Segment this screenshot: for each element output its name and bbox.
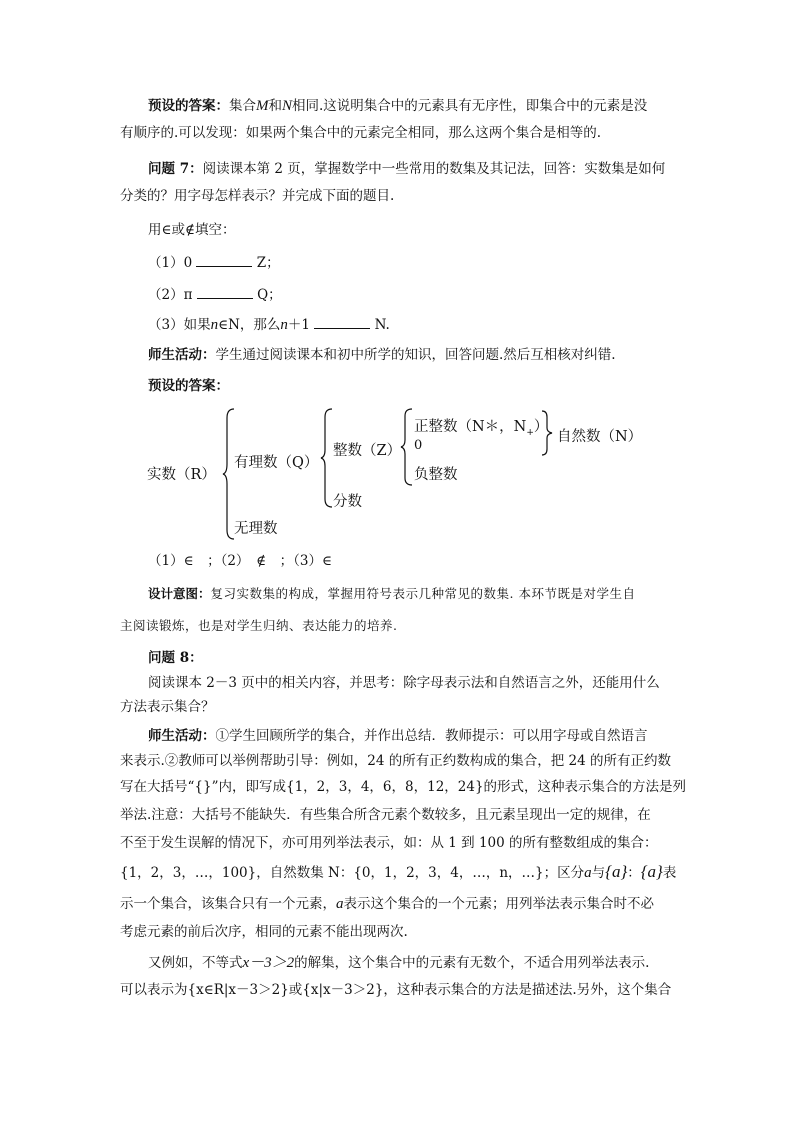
text-span: ＋1 [287,317,310,333]
design-intent-line2 [120,616,397,636]
brace-path [401,409,412,485]
subscript: + [526,427,534,438]
zero-label: 0 [414,438,423,453]
brace-level-2 [320,408,334,508]
activity-2-line4: 举法.注意：大括号不能缺失．有些集合所含元素个数较多，且元素呈现出一定的规律，在 [120,807,651,823]
math-set-a: {a} [640,862,663,881]
question-7-label: 问题 7： [148,161,203,177]
text-span: 表 [662,865,677,881]
activity-2-line2: 来表示.②教师可以举例帮助引导：例如，24 的所有正约数构成的集合，把 24 的所有正约数 [120,753,672,769]
preset-answer-line2: 有顺序的.可以发现：如果两个集合中的元素完全相同，那么这两个集合是相等的. [120,125,602,141]
inequality-expression: x－3＞2 [242,955,295,971]
activity-2 [148,726,648,746]
question-7-line2: 分类的？用字母怎样表示？并完成下面的题目. [120,188,395,204]
preset-answer-label-2: 预设的答案： [148,378,229,394]
design-intent-label: 设计意图： [148,586,211,601]
answer-blank-3 [314,314,370,329]
brace-path [223,409,234,539]
last-paragraph-line2: 可以表示为{x∈R|x－3＞2}或{x|x－3＞2}，这种表示集合的方法是描述法.另外，这个集合 [120,982,672,998]
answers-line: （1）∈ ；（2） ∉ ；（3）∈ [148,553,332,569]
real-number-label: 实数（R） [147,467,216,483]
fill-item-1 [148,252,280,273]
math-set-a: {a} [605,862,628,881]
question-7 [148,159,665,179]
last-paragraph-line1 [148,953,649,973]
text-span: 正整数（N＊，N [414,419,527,435]
math-var-n: n [210,317,219,333]
math-var-n: n [280,317,288,333]
text-span: 又例如，不等式 [148,955,243,971]
text-span: 与 [591,865,606,881]
activity-2-line7 [120,894,654,914]
fill-intro: 用∈或∉填空： [148,222,236,238]
text-span: 和 [268,98,282,114]
text-span: （1）0 [148,255,193,271]
text-span: ） [533,419,549,435]
activity-label: 师生活动： [148,347,216,363]
fill-item-3 [148,314,390,335]
natural-number-label: 自然数（N） [557,429,643,445]
fraction-label: 分数 [333,494,362,510]
question-8-line1: 阅读课本 2－3 页中的相关内容，并思考：除字母表示法和自然语言之外，还能用什么 [148,675,660,691]
activity-2-line5: 不至于发生误解的情况下，亦可用列举法表示，如：从 1 到 100 的所有整数组成的集合： [120,835,658,851]
preset-answer-paragraph [148,96,647,116]
text-span: 表示这个集合的一个元素；用列举法表示集合时不必 [343,896,654,912]
activity-2-line6 [120,862,676,883]
text-span: ∈N，那么 [218,317,281,333]
design-intent [148,584,635,604]
text-span: 阅读课本第 2 页，掌握数学中一些常用的数集及其记法，回答：实数集是如何 [202,161,666,177]
answer-blank-1 [196,252,252,267]
integer-label: 整数（Z） [333,443,402,459]
text-span: （3）如果 [148,317,211,333]
preset-answer-label: 预设的答案： [148,98,229,114]
negative-integer-label: 负整数 [414,467,458,483]
activity-2-line8: 考虑元素的前后次序，相同的元素不能出现两次. [120,924,408,940]
text-span: （2）π [148,287,193,303]
text-span: N. [374,317,390,333]
activity-2-line3: 写在大括号“{}”内，即写成{1，2，3，4，6，8，12，24}的形式，这种表示集合的方法是列 [120,779,687,795]
text-span: 主阅读锻炼，也是对学生归纳、表达能力的培养. [120,618,398,633]
text-span: 相同.这说明集合中的元素具有无序性，即集合中的元素是没 [292,98,648,114]
math-var-a: a [584,865,592,881]
text-span: 学生通过阅读课本和初中所学的知识，回答问题.然后互相核对纠错. [215,347,616,363]
answer-blank-2 [197,284,253,299]
question-8-label: 问题 8： [148,650,203,666]
question-8-line2: 方法表示集合？ [120,699,215,715]
irrational-number-label: 无理数 [234,521,278,537]
text-span: 复习实数集的构成，掌握用符号表示几种常见的数集. 本环节既是对学生自 [210,586,636,601]
text-span: Q； [257,287,282,303]
math-var-n: N [282,98,293,114]
rational-number-label: 有理数（Q） [234,455,319,471]
brace-level-3 [400,408,414,486]
text-span: Z； [256,255,280,271]
text-span: ： [627,865,641,881]
activity-label: 师生活动： [148,728,216,744]
math-var-m: M [256,98,269,114]
activity-1 [148,345,616,365]
text-span: 示一个集合，该集合只有一个元素， [120,896,336,912]
text-span: ①学生回顾所学的集合，并作出总结．教师提示：可以用字母或自然语言 [215,728,648,744]
brace-path [321,409,332,507]
text-span: {1，2，3，…，100}，自然数集 N：{0，1，2，3，4，…，n，…}；区分 [120,865,585,881]
text-span: 集合 [229,98,256,114]
text-span: 的解集，这个集合中的元素有无数个，不适合用列举法表示. [294,955,650,971]
positive-integer-label [414,415,548,438]
math-var-a: a [336,896,344,912]
fill-item-2 [148,284,282,305]
